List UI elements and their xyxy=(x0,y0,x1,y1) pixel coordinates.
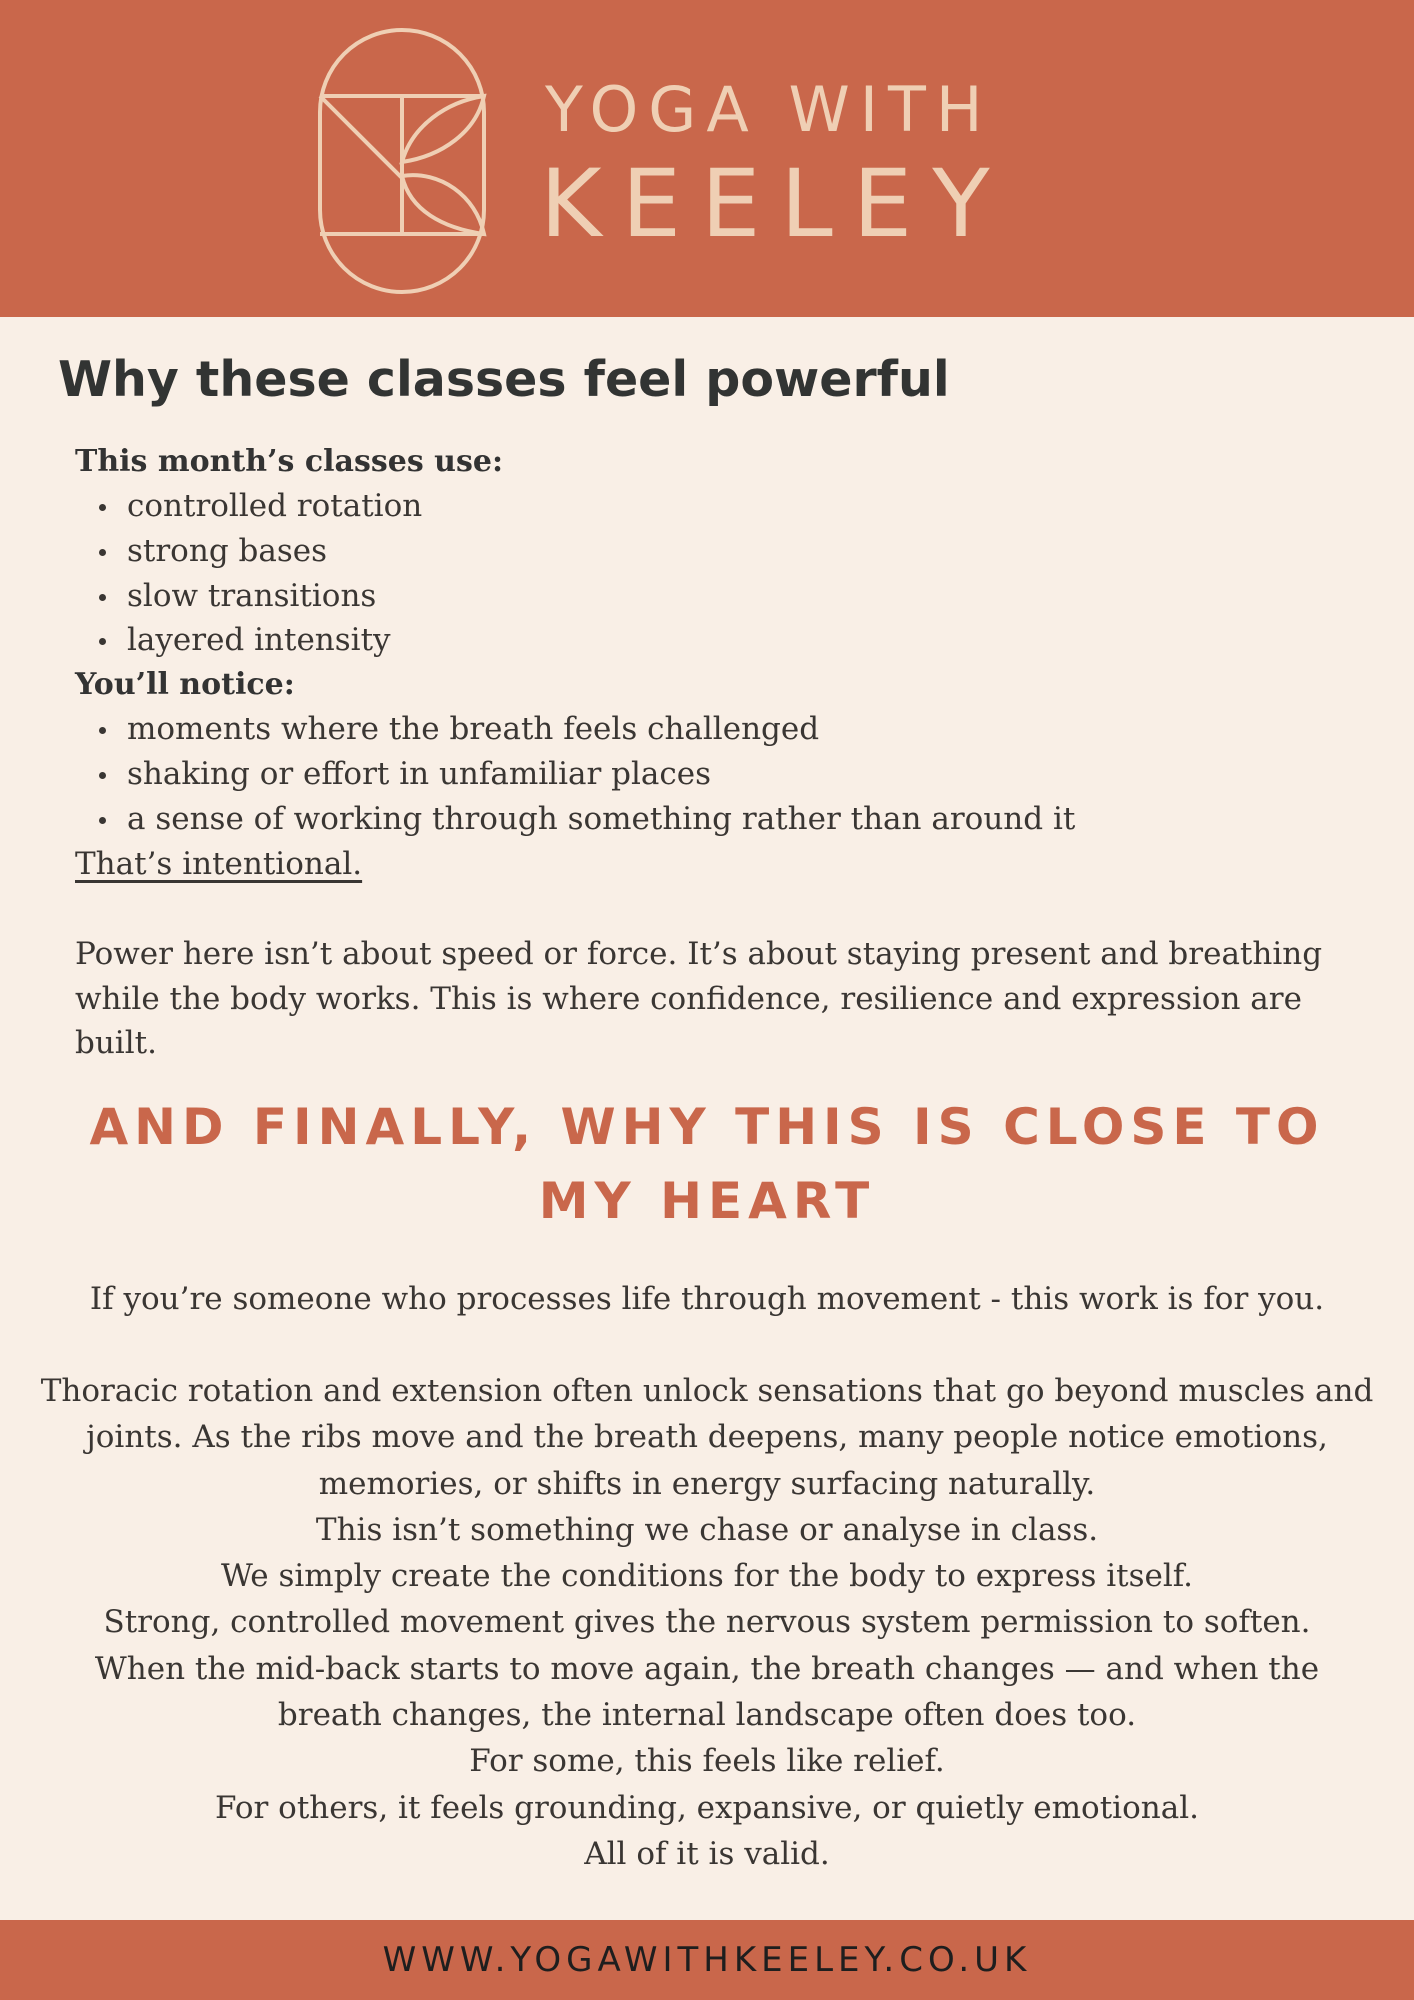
closing-line: When the mid-back starts to move again, the breath changes — and when the breath changes, the internal landscape often does too. xyxy=(94,1650,1320,1734)
intentional-note: That’s intentional. xyxy=(75,845,363,882)
classes-section xyxy=(75,440,1335,886)
closing-line: For others, it feels grounding, expansive, or quietly emotional. xyxy=(215,1789,1199,1826)
list-item: a sense of working through something rather than around it xyxy=(75,797,1335,842)
keeley-logo-icon xyxy=(316,26,488,296)
closing-line: For some, this feels like relief. xyxy=(469,1743,945,1780)
closing-line: We simply create the conditions for the body to express itself. xyxy=(220,1558,1194,1595)
closing-line: Strong, controlled movement gives the nervous system permission to soften. xyxy=(103,1604,1311,1641)
list-item: strong bases xyxy=(75,529,1335,574)
website-url: WWW.YOGAWITHKEELEY.CO.UK xyxy=(382,1940,1032,1980)
header-banner xyxy=(0,0,1414,317)
power-paragraph: Power here isn’t about speed or force. It’s about staying present and breathing while the body works. This is where confidence, resilience and expression are built. xyxy=(75,936,1323,1061)
list-item: slow transitions xyxy=(75,574,1335,619)
closing-line: Thoracic rotation and extension often unlock sensations that go beyond muscles and joints. As the ribs move and the breath deepens, many people notice emotions, memories, or shifts in energy surfacing naturally. xyxy=(40,1373,1374,1502)
classes-list xyxy=(75,484,1335,663)
list-item: moments where the breath feels challenged xyxy=(75,707,1335,752)
closing-line: All of it is valid. xyxy=(584,1835,830,1872)
closing-heading: AND FINALLY, WHY THIS IS CLOSE TO MY HEART xyxy=(89,1098,1325,1230)
page-title: Why these classes feel powerful xyxy=(58,351,950,408)
classes-heading: This month’s classes use: xyxy=(75,444,504,479)
closing-intro: If you’re someone who processes life through movement - this work is for you. xyxy=(89,1281,1325,1317)
footer-banner xyxy=(0,1920,1414,2000)
logo-text-yoga-with: YOGA WITH xyxy=(545,73,993,146)
list-item: shaking or effort in unfamiliar places xyxy=(75,752,1335,797)
notice-list xyxy=(75,707,1335,841)
list-item: layered intensity xyxy=(75,618,1335,663)
closing-line: This isn’t something we chase or analyse in class. xyxy=(315,1511,1099,1548)
list-item: controlled rotation xyxy=(75,484,1335,529)
logo-text-keeley: KEELEY xyxy=(540,150,1010,259)
closing-body xyxy=(40,1368,1374,1877)
notice-heading: You’ll notice: xyxy=(75,667,295,703)
